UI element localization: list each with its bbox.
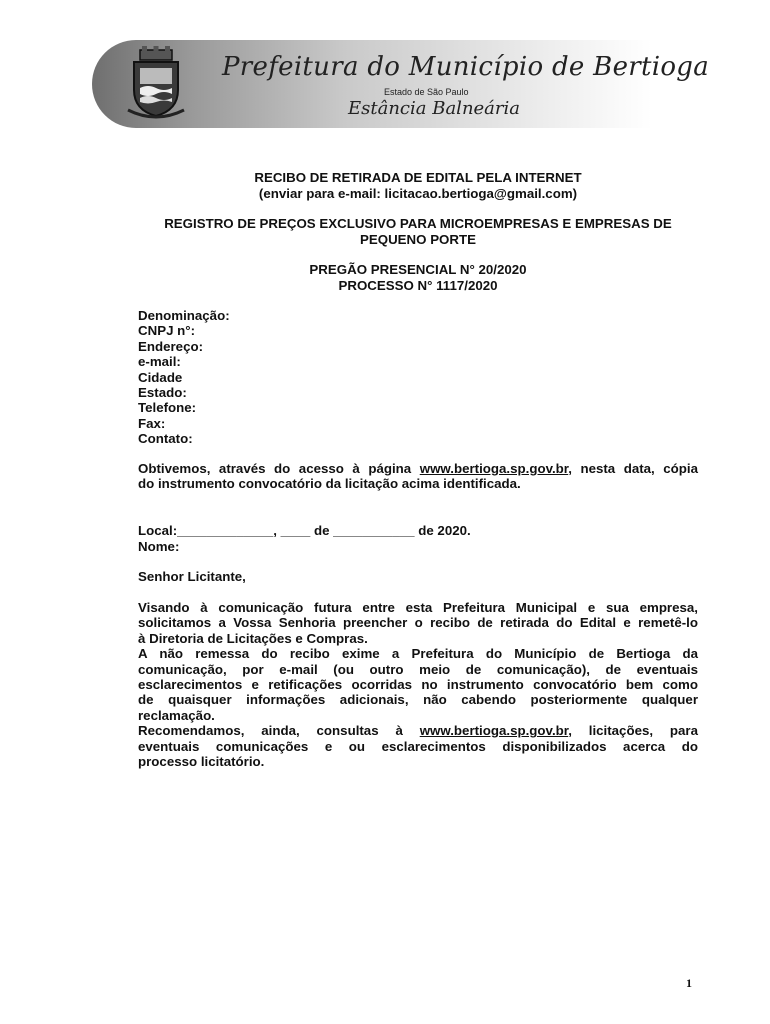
website-link[interactable]: www.bertioga.sp.gov.br (419, 723, 569, 739)
obtained-line-1: Obtivemos, através do acesso à página www.bertioga.sp.gov.br, nesta data, cópia (138, 461, 699, 476)
obtained-line-2: do instrumento convocatório da licitação acima identificada. (138, 476, 521, 492)
para1-line: Visando à comunicação futura entre esta Prefeitura Municipal e sua empresa, (138, 600, 698, 615)
para2-line: reclamação. (138, 707, 215, 723)
para3-line-1: Recomendamos, ainda, consultas à www.bertioga.sp.gov.br, licitações, para (138, 723, 698, 739)
header-subtitle: Estância Balneária (348, 98, 521, 119)
para2-line: comunicação, por e-mail (ou outro meio de comunicação), de eventuais (138, 661, 698, 677)
field-label: Estado: (138, 385, 187, 401)
para3-line: eventuais comunicações e ou esclarecimentos disponibilizados acerca do (138, 738, 698, 754)
field-label: Endereço: (138, 338, 204, 354)
para1-line: solicitamos a Vossa Senhoria preencher o recibo de retirada do Edital e remetê-lo (138, 615, 698, 631)
municipal-crest-logo (126, 44, 186, 120)
receipt-email-note: (enviar para e-mail: licitacao.bertioga@gmail.com) (258, 186, 578, 201)
header-state: Estado de São Paulo (384, 87, 469, 97)
para2-line: A não remessa do recibo exime a Prefeitura do Município de Bertioga da (138, 646, 698, 662)
field-list (138, 308, 698, 447)
receipt-title: RECIBO DE RETIRADA DE EDITAL PELA INTERNET (254, 170, 582, 185)
page-number: 1 (686, 976, 692, 990)
website-link[interactable]: www.bertioga.sp.gov.br (419, 461, 569, 476)
field-label: Denominação: (138, 308, 230, 323)
para1-line: à Diretoria de Licitações e Compras. (138, 630, 368, 646)
field-label: Cidade (138, 369, 183, 385)
field-label: Contato: (138, 431, 193, 447)
pregao-heading: PREGÃO PRESENCIAL N° 20/2020 (309, 262, 527, 277)
field-label: Fax: (138, 415, 166, 431)
registry-line-1: REGISTRO DE PREÇOS EXCLUSIVO PARA MICROEMPRESAS E EMPRESAS DE (164, 216, 672, 231)
field-label: CNPJ n°: (138, 323, 196, 339)
processo-heading: PROCESSO N° 1117/2020 (338, 278, 498, 293)
local-date-line: Local:_____________, ____ de ___________ de 2020. (138, 523, 471, 538)
registry-line-2: PEQUENO PORTE (360, 232, 476, 247)
body-text (138, 600, 698, 769)
header-title: Prefeitura do Município de Bertioga (222, 52, 710, 82)
name-label: Nome: (138, 539, 180, 554)
para2-line: esclarecimentos e retificações ocorridas no instrumento convocatório bem como (138, 677, 698, 693)
obtained-paragraph (138, 461, 698, 492)
salutation: Senhor Licitante, (138, 569, 246, 584)
field-label: e-mail: (138, 354, 181, 370)
para3-line: processo licitatório. (138, 754, 265, 770)
para2-line: de quaisquer informações adicionais, não cabendo posteriormente qualquer (138, 692, 698, 708)
field-label: Telefone: (138, 400, 197, 416)
